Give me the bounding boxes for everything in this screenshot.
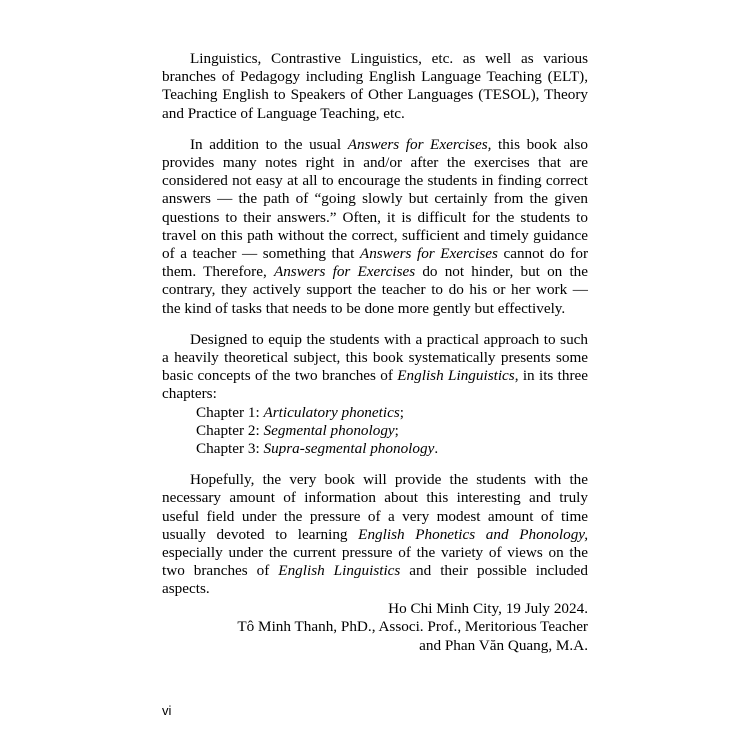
emphasis-run: English Phonetics and Phonology,: [358, 525, 588, 543]
chapter-label: Chapter 2:: [196, 421, 260, 439]
text-run: and their possible included aspects.: [162, 562, 589, 598]
chapter-title: Articulatory phonetics: [263, 403, 400, 421]
signature-place-and-date: Ho Chi Minh City, 19 July 2024.: [388, 599, 588, 617]
signature-block: [162, 600, 588, 655]
text-run: especially under the current pressure of the variety of views on the two branches of: [162, 544, 588, 580]
paragraph-hopefully: [162, 471, 588, 598]
page-number: vi: [162, 703, 172, 718]
chapter-list-item: [162, 422, 588, 440]
chapter-list-item: [162, 440, 588, 458]
emphasis-run: Answers for Exercises,: [347, 135, 492, 153]
signature-author-secondary: and Phan Văn Quang, M.A.: [419, 636, 588, 654]
paragraph-designed-to-equip: [162, 331, 588, 404]
chapter-label: Chapter 1:: [196, 403, 260, 421]
emphasis-run: English Linguistics: [278, 562, 401, 580]
text-run: Hopefully, the very book will provide the students with the necessary amount of information about this interesting and truly useful field under the pressure of a very modest amount of time usually devoted to learning: [162, 471, 588, 543]
chapter-terminator: ;: [394, 421, 399, 439]
emphasis-run: English Linguistics: [397, 367, 515, 385]
text-run: Linguistics, Contrastive Linguistics, etc. as well as various branches of Pedagogy including English Language Teaching (ELT), Teaching English to Speakers of Other Languages (TESOL), Theory and Practice of Language Teaching, etc.: [162, 50, 588, 122]
emphasis-run: Answers for Exercises: [273, 263, 416, 281]
paragraph-answers-for-exercises: [162, 136, 588, 318]
text-run: cannot do for them. Therefore,: [162, 245, 589, 281]
chapter-list-item: [162, 404, 588, 422]
signature-author-primary: Tô Minh Thanh, PhD., Associ. Prof., Meritorious Teacher: [237, 618, 588, 636]
chapter-list: [162, 404, 588, 459]
text-run: do not hinder, but on the contrary, they actively support the teacher to do his or her work — the kind of tasks that needs to be done more gently but effectively.: [162, 263, 589, 317]
chapter-terminator: .: [434, 440, 439, 458]
chapter-title: Segmental phonology: [263, 421, 395, 439]
text-run: In addition to the usual: [190, 135, 348, 153]
chapter-terminator: ;: [399, 403, 404, 421]
text-run: Designed to equip the students with a practical approach to such a heavily theoretical subject, this book systematically presents some basic concepts of the two branches of: [162, 330, 588, 385]
paragraph-continuation: [162, 50, 588, 123]
text-run: , in its three chapters:: [162, 367, 589, 403]
chapter-title: Supra-segmental phonology: [263, 440, 435, 458]
chapter-label: Chapter 3:: [196, 440, 260, 458]
emphasis-run: Answers for Exercises: [359, 245, 498, 263]
text-column: [162, 50, 588, 655]
text-run: this book also provides many notes right in and/or after the exercises that are considered not easy at all to encourage the students in finding correct answers — the path of “going slowly but certainly from the given questions to their answers.” Often, it is difficult for the students to travel on this path without the correct, sufficient and timely guidance of a teacher — something that: [162, 135, 588, 263]
